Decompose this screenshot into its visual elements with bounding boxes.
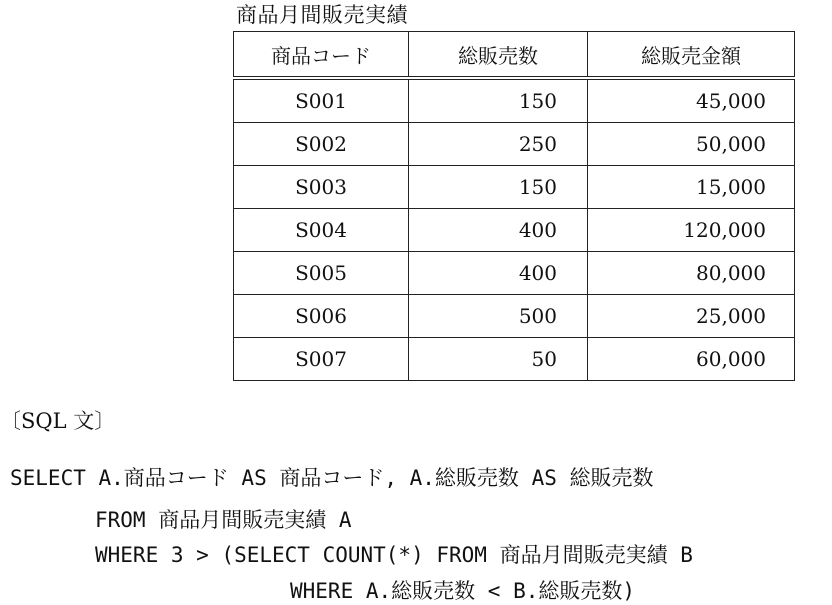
cell-product-code: S002 bbox=[234, 123, 409, 166]
cell-total-quantity: 250 bbox=[409, 123, 588, 166]
cell-total-amount: 50,000 bbox=[588, 123, 795, 166]
cell-total-amount: 120,000 bbox=[588, 209, 795, 252]
sql-heading: 〔SQL 文〕 bbox=[0, 409, 116, 433]
table-row bbox=[234, 295, 795, 338]
table-row bbox=[234, 166, 795, 209]
cell-product-code: S001 bbox=[234, 78, 409, 123]
cell-product-code: S007 bbox=[234, 338, 409, 381]
sql-line-select: SELECT A.商品コード AS 商品コード, A.総販売数 AS 総販売数 bbox=[10, 466, 654, 490]
cell-total-quantity: 400 bbox=[409, 252, 588, 295]
header-total-amount: 総販売金額 bbox=[588, 32, 795, 79]
sql-line-where: WHERE 3 > (SELECT COUNT(*) FROM 商品月間販売実績 B bbox=[95, 543, 693, 567]
cell-total-quantity: 400 bbox=[409, 209, 588, 252]
cell-total-amount: 80,000 bbox=[588, 252, 795, 295]
header-product-code: 商品コード bbox=[234, 32, 409, 79]
cell-product-code: S004 bbox=[234, 209, 409, 252]
cell-product-code: S006 bbox=[234, 295, 409, 338]
sql-line-from: FROM 商品月間販売実績 A bbox=[95, 508, 352, 532]
table-row bbox=[234, 78, 795, 123]
header-total-quantity: 総販売数 bbox=[409, 32, 588, 79]
table-row bbox=[234, 252, 795, 295]
cell-total-quantity: 500 bbox=[409, 295, 588, 338]
cell-total-amount: 25,000 bbox=[588, 295, 795, 338]
cell-total-quantity: 150 bbox=[409, 78, 588, 123]
cell-total-quantity: 50 bbox=[409, 338, 588, 381]
cell-total-quantity: 150 bbox=[409, 166, 588, 209]
cell-product-code: S003 bbox=[234, 166, 409, 209]
table-row bbox=[234, 338, 795, 381]
table-row bbox=[234, 209, 795, 252]
table-header-row bbox=[234, 32, 795, 79]
cell-total-amount: 45,000 bbox=[588, 78, 795, 123]
table-row bbox=[234, 123, 795, 166]
cell-product-code: S005 bbox=[234, 252, 409, 295]
sales-table bbox=[233, 31, 795, 381]
sql-line-subquery-where: WHERE A.総販売数 < B.総販売数) bbox=[290, 579, 636, 603]
table-caption: 商品月間販売実績 bbox=[236, 3, 408, 27]
cell-total-amount: 60,000 bbox=[588, 338, 795, 381]
cell-total-amount: 15,000 bbox=[588, 166, 795, 209]
